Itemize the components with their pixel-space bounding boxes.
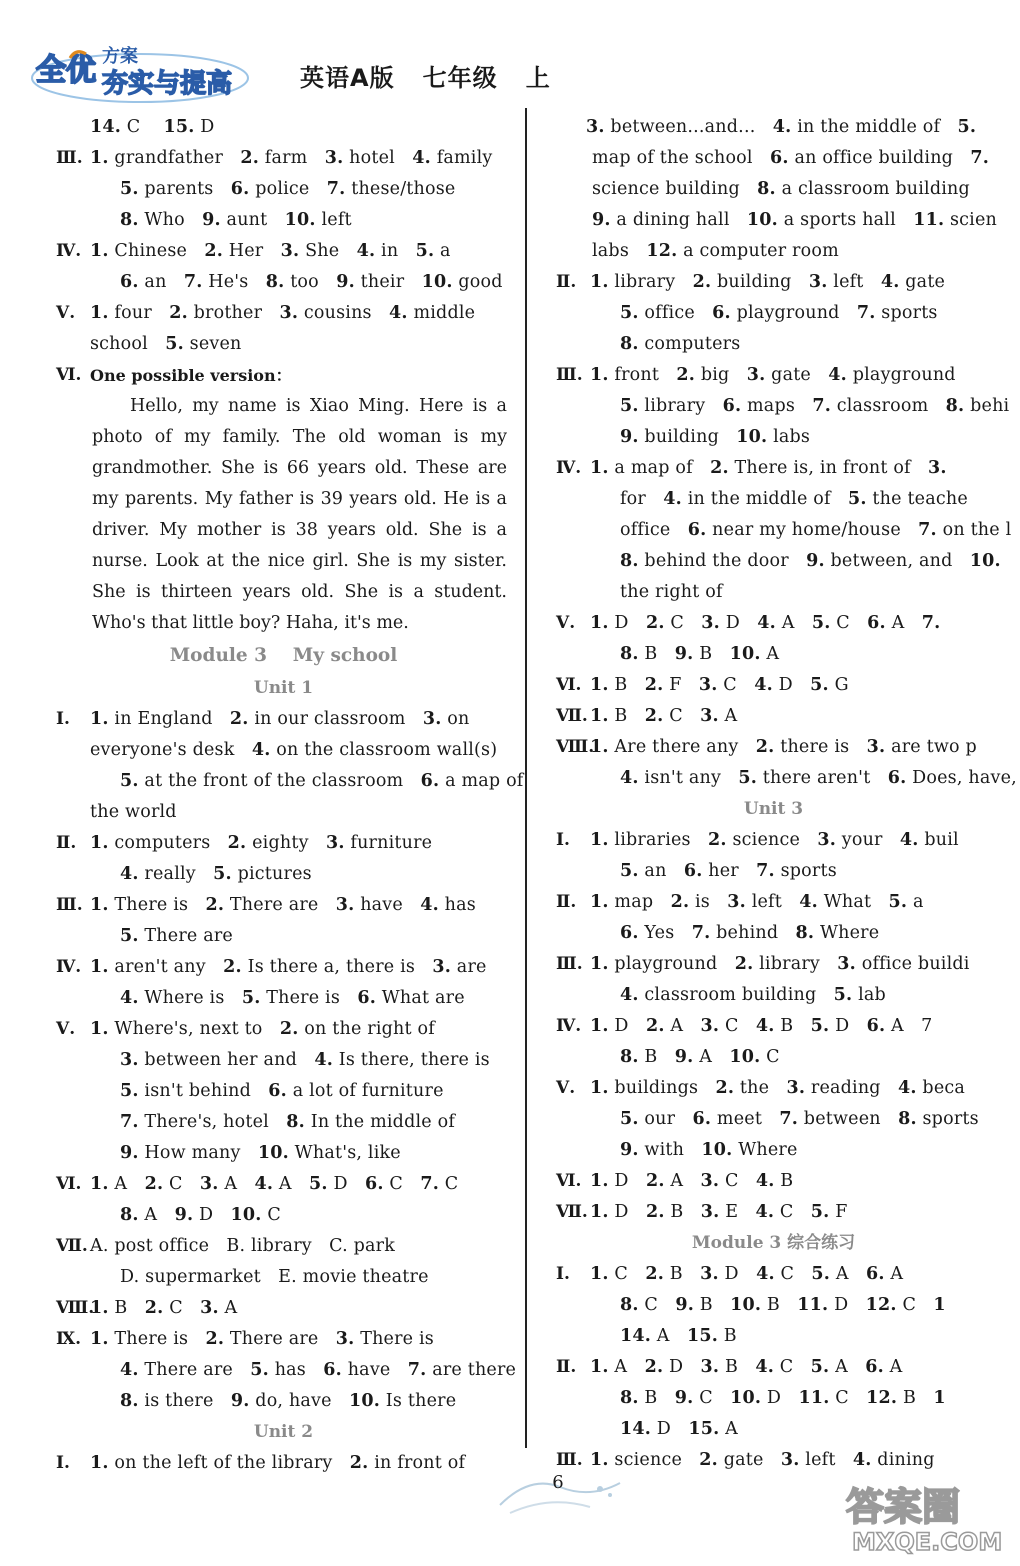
answer-line: 8. B 9. A 10. C xyxy=(620,1047,780,1067)
answer-line: 1. C 2. B 3. D 4. C 5. A 6. A xyxy=(590,1264,904,1284)
answer-line: the world xyxy=(90,802,177,822)
section-body xyxy=(90,1448,511,1479)
answer-line: 1. Are there any 2. there is 3. are two p xyxy=(590,737,977,757)
answer-section xyxy=(556,360,1010,453)
answer-section xyxy=(556,1073,991,1166)
section-body xyxy=(90,1324,517,1417)
section-body xyxy=(90,890,511,952)
section-number: Ⅴ. xyxy=(56,1019,76,1039)
answer-section xyxy=(56,236,511,298)
section-body xyxy=(90,952,511,1014)
answer-line: 1. front 2. big 3. gate 4. playground xyxy=(590,365,956,385)
section-number: Ⅲ. xyxy=(556,954,583,974)
section-body xyxy=(590,1445,991,1476)
answer-section xyxy=(56,1231,511,1293)
section-number: Ⅰ. xyxy=(56,709,70,729)
unit2-continued-sections xyxy=(556,112,1017,794)
section-number: Ⅴ. xyxy=(56,303,76,323)
answer-line: 4. really 5. pictures xyxy=(120,864,312,884)
answer-line: 9. with 10. Where xyxy=(620,1140,798,1160)
answer-section xyxy=(556,1352,991,1445)
answer-line: 1. aren't any 2. Is there a, there is 3. are xyxy=(90,957,487,977)
section-body xyxy=(590,670,991,701)
section-body xyxy=(90,298,511,360)
page-header xyxy=(30,40,550,110)
section-number: Ⅵ. xyxy=(56,1174,82,1194)
answer-line: 9. building 10. labs xyxy=(620,427,811,447)
section-body xyxy=(590,732,1017,794)
section-number: Ⅲ. xyxy=(56,895,83,915)
section-number: Ⅵ. xyxy=(56,365,82,385)
section-number: Ⅰ. xyxy=(556,1264,570,1284)
answer-line: 1. on the left of the library 2. in front of xyxy=(90,1453,466,1473)
section-number: Ⅳ. xyxy=(556,1016,582,1036)
section-number: Ⅳ. xyxy=(56,241,82,261)
answer-line: 1. Where's, next to 2. on the right of xyxy=(90,1019,435,1039)
section-number: Ⅲ. xyxy=(56,148,83,168)
answer-line: 8. behind the door 9. between, and 10. xyxy=(620,551,1001,571)
answer-line: 1. D 2. B 3. E 4. C 5. F xyxy=(590,1202,848,1222)
answer-line: 1. in England 2. in our classroom 3. on xyxy=(90,709,470,729)
answer-line: science building 8. a classroom building xyxy=(592,179,970,199)
section-number: Ⅳ. xyxy=(56,957,82,977)
answer-line: 8. Who 9. aunt 10. left xyxy=(120,210,352,230)
section-body xyxy=(90,236,511,298)
svg-text:方案: 方案 xyxy=(102,46,138,67)
section-body xyxy=(590,453,1012,608)
answer-line: 1. B 2. C 3. A xyxy=(590,706,738,726)
section-body xyxy=(590,1352,991,1445)
answer-section xyxy=(56,112,511,143)
answer-line: for 4. in the middle of 5. the teache xyxy=(620,489,968,509)
answer-section xyxy=(556,1259,991,1352)
answer-line: 5. our 6. meet 7. between 8. sports xyxy=(620,1109,979,1129)
answer-section xyxy=(56,1293,511,1324)
answer-line: 8. C 9. B 10. B 11. D 12. C 1 xyxy=(620,1295,946,1315)
unit3-sections xyxy=(556,825,991,1228)
answer-line: 14. D 15. A xyxy=(620,1419,738,1439)
right-column xyxy=(556,112,1017,1476)
answer-line: 1. library 2. building 3. left 4. gate xyxy=(590,272,946,292)
section-number: Ⅵ. xyxy=(556,675,582,695)
section-number: Ⅲ. xyxy=(556,1450,583,1470)
answer-line: 8. B 9. C 10. D 11. C 12. B 1 xyxy=(620,1388,946,1408)
answer-line: 1. map 2. is 3. left 4. What 5. a xyxy=(590,892,924,912)
answer-line: labs 12. a computer room xyxy=(592,241,839,261)
section-body xyxy=(90,828,511,890)
answer-section xyxy=(56,1014,511,1169)
answer-section xyxy=(556,670,991,701)
answer-line: 1. D 2. A 3. C 4. B xyxy=(590,1171,794,1191)
answer-line: 5. an 6. her 7. sports xyxy=(620,861,837,881)
answer-section xyxy=(556,112,998,267)
answer-line: 9. a dining hall 10. a sports hall 11. scien xyxy=(592,210,998,230)
answer-section xyxy=(556,825,991,887)
section-body xyxy=(590,825,991,887)
answer-section xyxy=(56,952,511,1014)
watermark-logo xyxy=(842,1476,1012,1556)
column-divider xyxy=(525,108,527,1448)
answer-line: office 6. near my home/house 7. on the l xyxy=(620,520,1012,540)
answer-section xyxy=(56,1169,511,1231)
section-number: Ⅲ. xyxy=(556,365,583,385)
review-title: Module 3 综合练习 xyxy=(691,1233,856,1253)
section-body xyxy=(90,1014,511,1169)
answer-section xyxy=(56,1448,511,1479)
watermark-text: 答案圈 xyxy=(846,1485,961,1529)
answer-line: 1. B 2. F 3. C 4. D 5. G xyxy=(590,675,849,695)
answer-line: 1. science 2. gate 3. left 4. dining xyxy=(590,1450,935,1470)
section-body xyxy=(590,1197,991,1228)
unit1-title: Unit 1 xyxy=(253,678,314,698)
section-body xyxy=(590,1073,991,1166)
page-number: 6 xyxy=(552,1472,564,1493)
section-body xyxy=(590,701,991,732)
section-number: Ⅶ. xyxy=(556,706,588,726)
left-answer-sections xyxy=(56,112,511,391)
answer-section xyxy=(556,949,991,1011)
unit2-title: Unit 2 xyxy=(253,1422,314,1442)
answer-section xyxy=(56,1324,517,1417)
answer-line: 3. between her and 4. Is there, there is xyxy=(120,1050,490,1070)
answer-line: 1. grandfather 2. farm 3. hotel 4. family xyxy=(90,148,493,168)
unit2-sections xyxy=(56,1448,511,1479)
unit3-title: Unit 3 xyxy=(743,799,804,819)
section-body xyxy=(590,949,991,1011)
answer-section xyxy=(556,453,1012,608)
answer-line: 1. There is 2. There are 3. have 4. has xyxy=(90,895,476,915)
answer-line: the right of xyxy=(620,582,723,602)
unit1-sections xyxy=(56,704,524,1417)
answer-line: 1. libraries 2. science 3. your 4. buil xyxy=(590,830,959,850)
answer-line: 14. A 15. B xyxy=(620,1326,737,1346)
section-body xyxy=(90,1231,511,1293)
answer-section xyxy=(56,828,511,890)
section-number: Ⅷ. xyxy=(56,1298,95,1318)
answer-section xyxy=(556,608,991,670)
section-number: Ⅳ. xyxy=(556,458,582,478)
module3-title: Module 3 My school xyxy=(169,645,398,666)
section-number: Ⅴ. xyxy=(556,1078,576,1098)
answer-section xyxy=(556,732,1017,794)
brand-logo-icon xyxy=(30,40,258,106)
section-body xyxy=(90,1169,511,1231)
answer-line: 1. D 2. C 3. D 4. A 5. C 6. A 7. xyxy=(590,613,941,633)
section-number: Ⅱ. xyxy=(56,833,77,853)
answer-section xyxy=(556,1166,991,1197)
answer-line: 8. B 9. B 10. A xyxy=(620,644,780,664)
section-body xyxy=(590,887,991,949)
answer-line: 1. four 2. brother 3. cousins 4. middle xyxy=(90,303,476,323)
answer-line: 9. How many 10. What's, like xyxy=(120,1143,401,1163)
answer-line: 8. is there 9. do, have 10. Is there xyxy=(120,1391,457,1411)
answer-line: D. supermarket E. movie theatre xyxy=(120,1267,429,1287)
answer-line: 14. C 15. D xyxy=(90,117,215,137)
sample-essay xyxy=(56,391,511,639)
answer-line: 1. buildings 2. the 3. reading 4. beca xyxy=(590,1078,966,1098)
answer-line: 1. a map of 2. There is, in front of 3. xyxy=(590,458,947,478)
section-number: Ⅵ. xyxy=(556,1171,582,1191)
answer-line: school 5. seven xyxy=(90,334,242,354)
answer-line: 1. B 2. C 3. A xyxy=(90,1298,238,1318)
section-number: Ⅸ. xyxy=(56,1329,82,1349)
section-number: Ⅱ. xyxy=(556,272,577,292)
section-body xyxy=(90,360,511,391)
section-body xyxy=(590,1166,991,1197)
section-number: Ⅶ. xyxy=(56,1236,88,1256)
answer-line: 5. parents 6. police 7. these/those xyxy=(120,179,456,199)
section-number: Ⅴ. xyxy=(556,613,576,633)
svg-text:全优: 全优 xyxy=(36,53,96,88)
answer-line: 4. classroom building 5. lab xyxy=(620,985,886,1005)
answer-section xyxy=(556,887,991,949)
answer-section xyxy=(56,143,511,236)
answer-line: 1. D 2. A 3. C 4. B 5. D 6. A 7 xyxy=(590,1016,933,1036)
answer-line: 1. computers 2. eighty 3. furniture xyxy=(90,833,433,853)
section-body xyxy=(90,112,511,143)
section-body xyxy=(590,267,991,360)
essay-heading: One possible version： xyxy=(90,366,292,385)
section-number: Ⅶ. xyxy=(556,1202,588,1222)
section-number: Ⅷ. xyxy=(556,737,595,757)
answer-line: 7. There's, hotel 8. In the middle of xyxy=(120,1112,455,1132)
essay-text: Hello, my name is Xiao Ming. Here is a photo of my family. The old woman is my grandmother. She is 66 years old. These are my parents. My father is 39 years old. He is a driver. My mother is 38 years old. She is a nurse. Look at the nice girl. She is my sister. She is thirteen years old. She is a student. Who's that little boy? Haha, it's me. xyxy=(92,396,507,633)
answer-line: 1. A 2. C 3. A 4. A 5. D 6. C 7. C xyxy=(90,1174,459,1194)
answer-line: 1. Chinese 2. Her 3. She 4. in 5. a xyxy=(90,241,451,261)
answer-line: everyone's desk 4. on the classroom wall(s) xyxy=(90,740,498,760)
answer-section xyxy=(556,1197,991,1228)
subject-title: 英语A版 七年级 上 xyxy=(300,64,551,92)
answer-section xyxy=(56,704,524,828)
section-body xyxy=(90,704,524,828)
answer-line: 5. isn't behind 6. a lot of furniture xyxy=(120,1081,444,1101)
answer-line: 5. at the front of the classroom 6. a map of xyxy=(120,771,524,791)
watermark-url: MXQE.COM xyxy=(852,1528,1003,1556)
answer-section xyxy=(56,890,511,952)
answer-line: 1. playground 2. library 3. office buildi xyxy=(590,954,970,974)
answer-section xyxy=(56,298,511,360)
section-number: Ⅱ. xyxy=(556,892,577,912)
section-body xyxy=(556,112,998,267)
section-number: Ⅰ. xyxy=(556,830,570,850)
answer-line: map of the school 6. an office building 7. xyxy=(592,148,990,168)
section-body xyxy=(90,143,511,236)
section-body xyxy=(590,1011,991,1073)
answer-line: 1. A 2. D 3. B 4. C 5. A 6. A xyxy=(590,1357,903,1377)
answer-section xyxy=(56,360,511,391)
left-column xyxy=(56,112,524,1479)
answer-line: 3. between...and... 4. in the middle of 5. xyxy=(586,117,977,137)
answer-line: A. post office B. library C. park xyxy=(90,1236,396,1256)
answer-line: 5. office 6. playground 7. sports xyxy=(620,303,938,323)
section-body xyxy=(590,608,991,670)
section-body xyxy=(590,360,1010,453)
answer-line: 8. computers xyxy=(620,334,741,354)
answer-section xyxy=(556,701,991,732)
answer-section xyxy=(556,267,991,360)
section-body xyxy=(590,1259,991,1352)
answer-line: 5. There are xyxy=(120,926,233,946)
review-sections xyxy=(556,1259,991,1476)
answer-line: 8. A 9. D 10. C xyxy=(120,1205,281,1225)
answer-section xyxy=(556,1011,991,1073)
answer-line: 4. isn't any 5. there aren't 6. Does, have, xyxy=(620,768,1017,788)
answer-line: 4. Where is 5. There is 6. What are xyxy=(120,988,465,1008)
svg-text:夯实与提高: 夯实与提高 xyxy=(102,69,233,99)
answer-line: 1. There is 2. There are 3. There is xyxy=(90,1329,434,1349)
answer-line: 6. an 7. He's 8. too 9. their 10. good xyxy=(120,272,503,292)
answer-line: 5. library 6. maps 7. classroom 8. behi xyxy=(620,396,1010,416)
section-body xyxy=(90,1293,511,1324)
answer-line: 6. Yes 7. behind 8. Where xyxy=(620,923,880,943)
section-number: Ⅱ. xyxy=(556,1357,577,1377)
section-number: Ⅰ. xyxy=(56,1453,70,1473)
answer-line: 4. There are 5. has 6. have 7. are there xyxy=(120,1360,517,1380)
